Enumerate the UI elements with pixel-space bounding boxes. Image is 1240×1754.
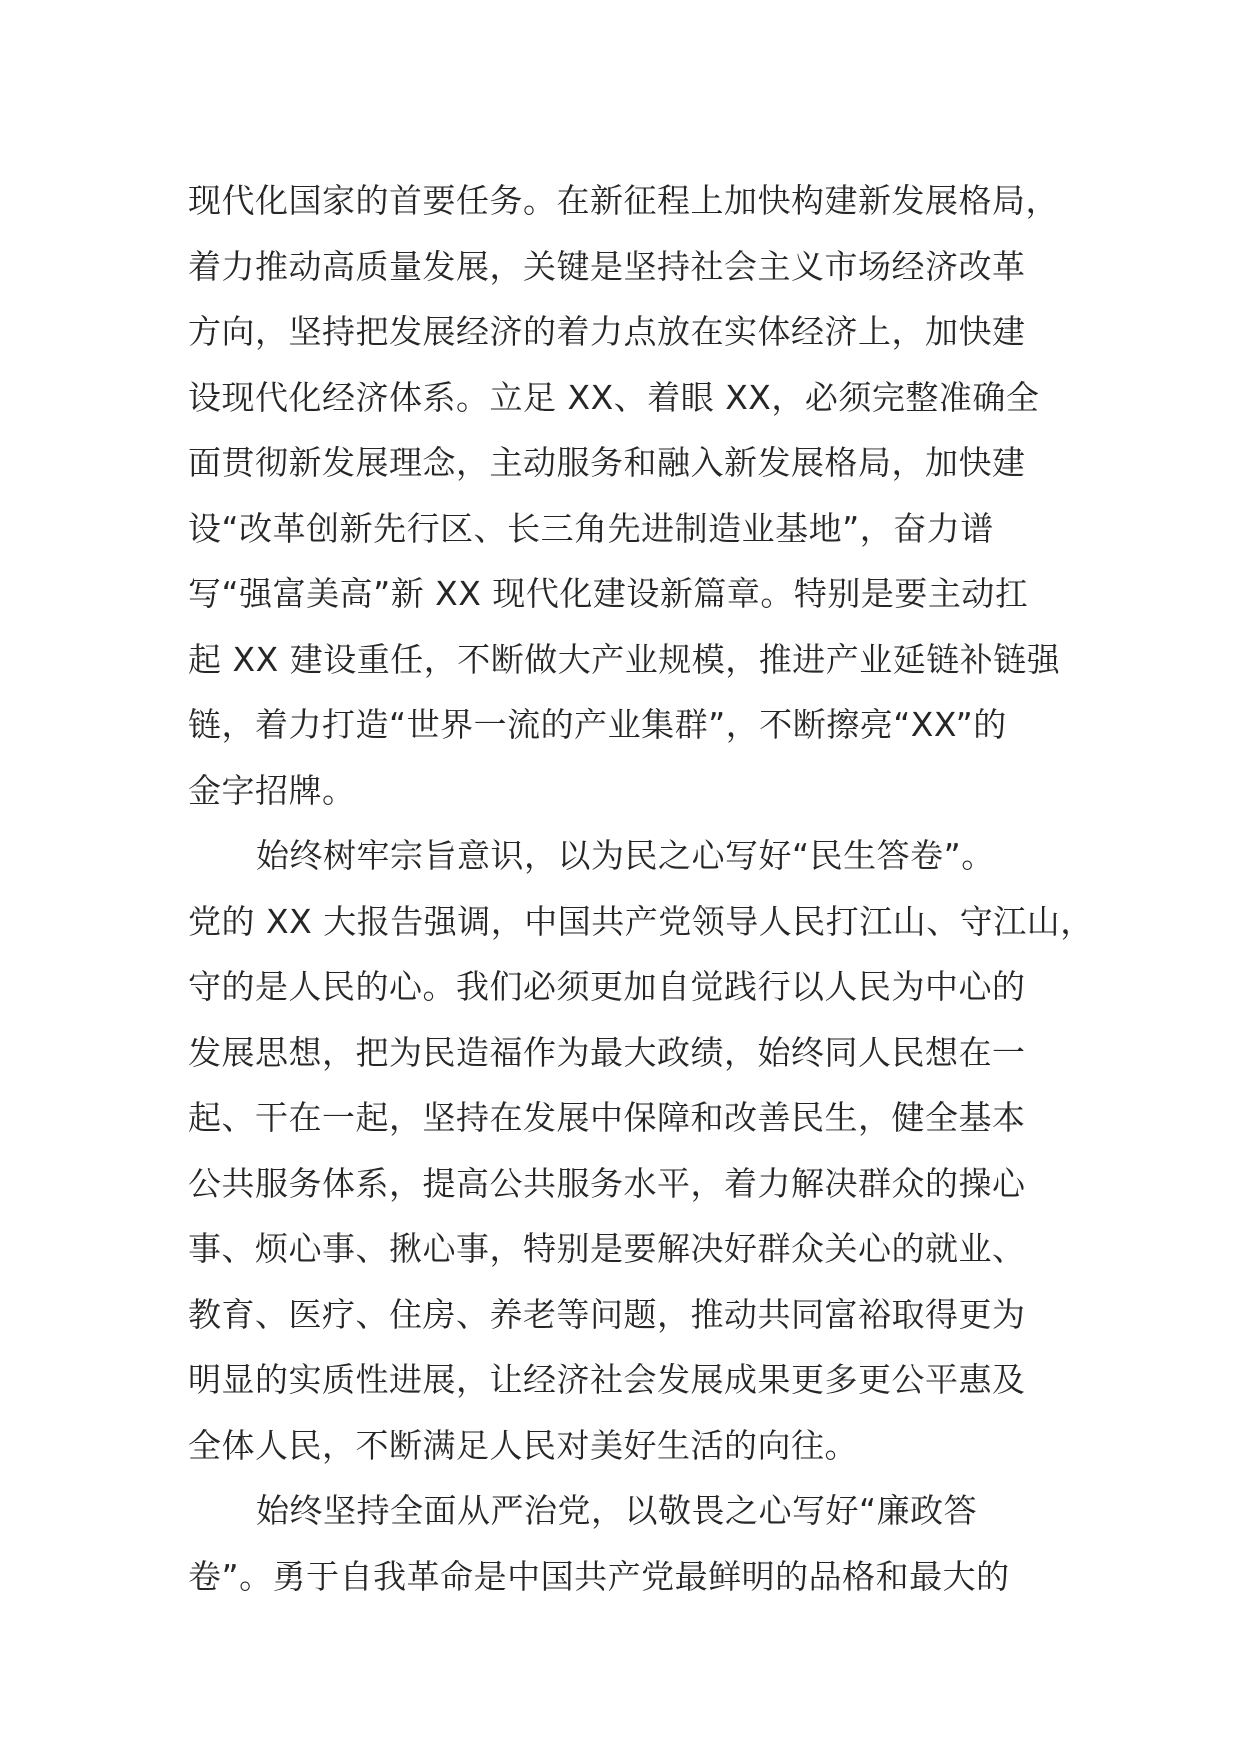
text-line: 党的 XX 大报告强调，中国共产党领导人民打江山、守江山， (188, 901, 1094, 941)
text-line: 事、烦心事、揪心事，特别是要解决好群众关心的就业、 (188, 1229, 1026, 1268)
text-line: 链，着力打造“世界一流的产业集群”，不断擦亮“XX”的 (188, 705, 1007, 744)
text-line: 教育、医疗、住房、养老等问题，推动共同富裕取得更为 (188, 1294, 1026, 1334)
text-line: 方向，坚持把发展经济的着力点放在实体经济上，加快建 (188, 312, 1026, 351)
text-line: 设现代化经济体系。立足 XX、着眼 XX，必须完整准确全 (188, 377, 1040, 417)
text-line: 守的是人民的心。我们必须更加自觉践行以人民为中心的 (188, 967, 1026, 1006)
text-line: 写“强富美高”新 XX 现代化建设新篇章。特别是要主动扛 (188, 574, 1029, 613)
paragraph-heading-livelihood: 始终树牢宗旨意识，以为民之心写好“民生答卷”。 (256, 836, 995, 875)
text-line: 全体人民，不断满足人民对美好生活的向往。 (188, 1425, 858, 1465)
text-line: 发展思想，把为民造福作为最大政绩，始终同人民想在一 (188, 1032, 1026, 1072)
text-line: 金字招牌。 (188, 770, 356, 810)
text-line: 面贯彻新发展理念，主动服务和融入新发展格局，加快建 (188, 443, 1026, 482)
text-line: 明显的实质性进展，让经济社会发展成果更多更公平惠及 (188, 1360, 1026, 1399)
paragraph-heading-integrity: 始终坚持全面从严治党，以敬畏之心写好“廉政答 (256, 1491, 978, 1530)
text-line: 公共服务体系，提高公共服务水平，着力解决群众的操心 (188, 1163, 1026, 1203)
text-line: 起、干在一起，坚持在发展中保障和改善民生，健全基本 (188, 1098, 1026, 1137)
body-text (188, 168, 1094, 1609)
text-line: 设“改革创新先行区、长三角先进制造业基地”，奋力谱 (188, 508, 994, 548)
text-line: 起 XX 建设重任，不断做大产业规模，推进产业延链补链强 (188, 639, 1061, 679)
text-line: 着力推动高质量发展，关键是坚持社会主义市场经济改革 (188, 246, 1026, 286)
text-line: 现代化国家的首要任务。在新征程上加快构建新发展格局， (188, 181, 1059, 220)
text-line: 卷”。勇于自我革命是中国共产党最鲜明的品格和最大的 (188, 1556, 1010, 1596)
